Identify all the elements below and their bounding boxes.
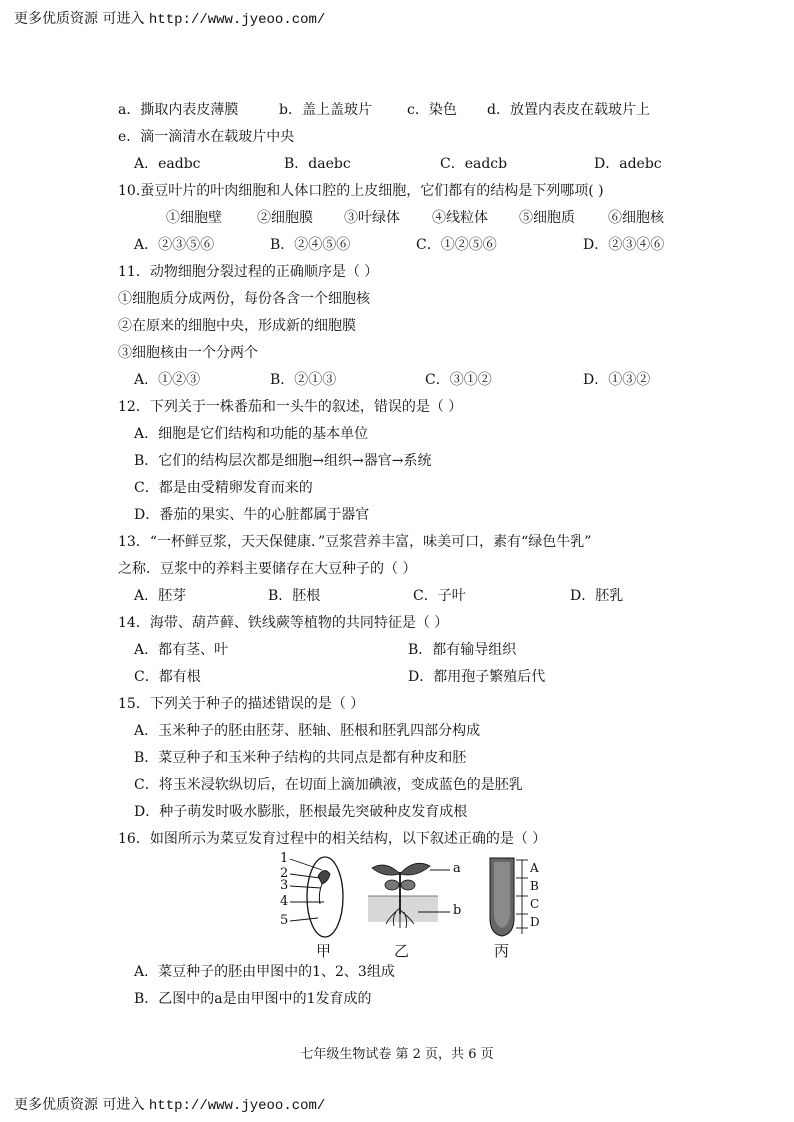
q10-option-c: C．①②⑤⑥ xyxy=(416,237,497,253)
q14-option-a: A．都有茎、叶 xyxy=(134,642,229,658)
q15-option-d: D．种子萌发时吸水膨胀，胚根最先突破种皮发育成根 xyxy=(134,804,468,820)
q10-item-5: ⑤细胞质 xyxy=(519,210,575,226)
q10-option-b: B．②④⑤⑥ xyxy=(270,237,351,253)
q15-option-a: A．玉米种子的胚由胚芽、胚轴、胚根和胚乳四部分构成 xyxy=(134,723,481,739)
q9-step-e: e．滴一滴清水在载玻片中央 xyxy=(118,129,295,145)
q10-item-2: ②细胞膜 xyxy=(257,210,313,226)
q12-stem: 12．下列关于一株番茄和一头牛的叙述，错误的是（ ） xyxy=(118,399,463,415)
q10-option-a: A．②③⑤⑥ xyxy=(134,237,215,253)
seed-label-2: 2 xyxy=(280,866,289,881)
q10-stem: 10.蚕豆叶片的叶肉细胞和人体口腔的上皮细胞，它们都有的结构是下列哪项( ) xyxy=(118,183,604,199)
q15-stem: 15．下列关于种子的描述错误的是（ ） xyxy=(118,696,365,712)
q13-option-a: A．胚芽 xyxy=(134,588,187,604)
q12-option-c: C．都是由受精卵发育而来的 xyxy=(134,480,313,496)
q11-option-b: B．②①③ xyxy=(270,372,337,388)
q16-option-a: A．菜豆种子的胚由甲图中的1、2、3组成 xyxy=(134,964,395,980)
seedling-diagram xyxy=(368,863,450,928)
q10-item-1: ①细胞壁 xyxy=(166,210,222,226)
q16-stem: 16．如图所示为菜豆发育过程中的相关结构，以下叙述正确的是（ ） xyxy=(118,831,547,847)
root-label-d: D xyxy=(530,915,540,929)
caption-bing: 丙 xyxy=(494,942,510,960)
q11-line-1: ①细胞质分成两份，每份各含一个细胞核 xyxy=(118,291,370,307)
q11-line-3: ③细胞核由一个分两个 xyxy=(118,345,258,361)
q16-option-b: B．乙图中的a是由甲图中的1发育成的 xyxy=(134,991,372,1007)
q11-option-a: A．①②③ xyxy=(134,372,201,388)
q9-option-b: B．daebc xyxy=(284,156,351,172)
q9-step-d: d．放置内表皮在载玻片上 xyxy=(487,102,650,118)
q12-option-b: B．它们的结构层次都是细胞→组织→器官→系统 xyxy=(134,453,432,469)
q15-option-b: B．菜豆种子和玉米种子结构的共同点是都有种皮和胚 xyxy=(134,750,467,766)
root-label-c: C xyxy=(530,897,540,911)
q14-stem: 14．海带、葫芦藓、铁线蕨等植物的共同特征是（ ） xyxy=(118,615,449,631)
q13-stem-line-2: 之称．豆浆中的养料主要储存在大豆种子的（ ） xyxy=(118,561,417,577)
q9-step-b: b．盖上盖玻片 xyxy=(279,102,372,118)
banner-link[interactable]: http://www.jyeoo.com/ xyxy=(148,1098,326,1114)
q14-option-d: D．都用孢子繁殖后代 xyxy=(408,669,546,685)
q11-option-c: C．③①② xyxy=(425,372,492,388)
bean-development-figure xyxy=(278,852,548,960)
q12-option-a: A．细胞是它们结构和功能的基本单位 xyxy=(134,426,369,442)
banner-text: 更多优质资源 可进入 xyxy=(14,11,145,27)
q13-stem-line-1: 13．“一杯鲜豆浆，天天保健康．”豆浆营养丰富，味美可口，素有“绿色牛乳” xyxy=(118,534,592,550)
seedling-label-b: b xyxy=(453,903,462,918)
q10-item-3: ③叶绿体 xyxy=(344,210,400,226)
q10-item-6: ⑥细胞核 xyxy=(608,210,664,226)
root-label-a: A xyxy=(530,861,539,875)
q13-option-b: B．胚根 xyxy=(268,588,321,604)
q15-option-c: C．将玉米浸软纵切后，在切面上滴加碘液，变成蓝色的是胚乳 xyxy=(134,777,523,793)
page-footer: 七年级生物试卷 第 2 页，共 6 页 xyxy=(300,1047,494,1062)
q14-option-b: B．都有输导组织 xyxy=(408,642,517,658)
q11-option-d: D．①③② xyxy=(583,372,651,388)
bottom-banner xyxy=(14,1094,325,1114)
root-label-b: B xyxy=(530,879,539,893)
banner-text: 更多优质资源 可进入 xyxy=(14,1097,145,1113)
top-banner xyxy=(14,8,325,28)
q9-option-d: D．adebc xyxy=(594,156,662,172)
q14-option-c: C．都有根 xyxy=(134,669,201,685)
caption-jia: 甲 xyxy=(316,942,332,960)
q11-line-2: ②在原来的细胞中央，形成新的细胞膜 xyxy=(118,318,356,334)
seed-diagram xyxy=(290,857,343,937)
q10-item-4: ④线粒体 xyxy=(432,210,488,226)
seed-label-1: 1 xyxy=(280,851,289,866)
q11-stem: 11．动物细胞分裂过程的正确顺序是（ ） xyxy=(118,264,379,280)
q13-option-c: C．子叶 xyxy=(413,588,466,604)
q9-option-c: C．eadcb xyxy=(440,156,508,172)
seed-label-5: 5 xyxy=(280,913,289,928)
q9-step-c: c．染色 xyxy=(407,102,457,118)
q12-option-d: D．番茄的果实、牛的心脏都属于器官 xyxy=(134,507,370,523)
seedling-label-a: a xyxy=(453,861,461,876)
root-tip-diagram xyxy=(490,858,528,936)
seed-label-3: 3 xyxy=(280,878,289,893)
q9-step-a: a．撕取内表皮薄膜 xyxy=(118,102,239,118)
q10-option-d: D．②③④⑥ xyxy=(583,237,665,253)
banner-link[interactable]: http://www.jyeoo.com/ xyxy=(148,12,326,28)
caption-yi: 乙 xyxy=(394,942,410,960)
q13-option-d: D．胚乳 xyxy=(570,588,624,604)
q9-option-a: A．eadbc xyxy=(134,156,201,172)
seed-label-4: 4 xyxy=(280,894,289,909)
